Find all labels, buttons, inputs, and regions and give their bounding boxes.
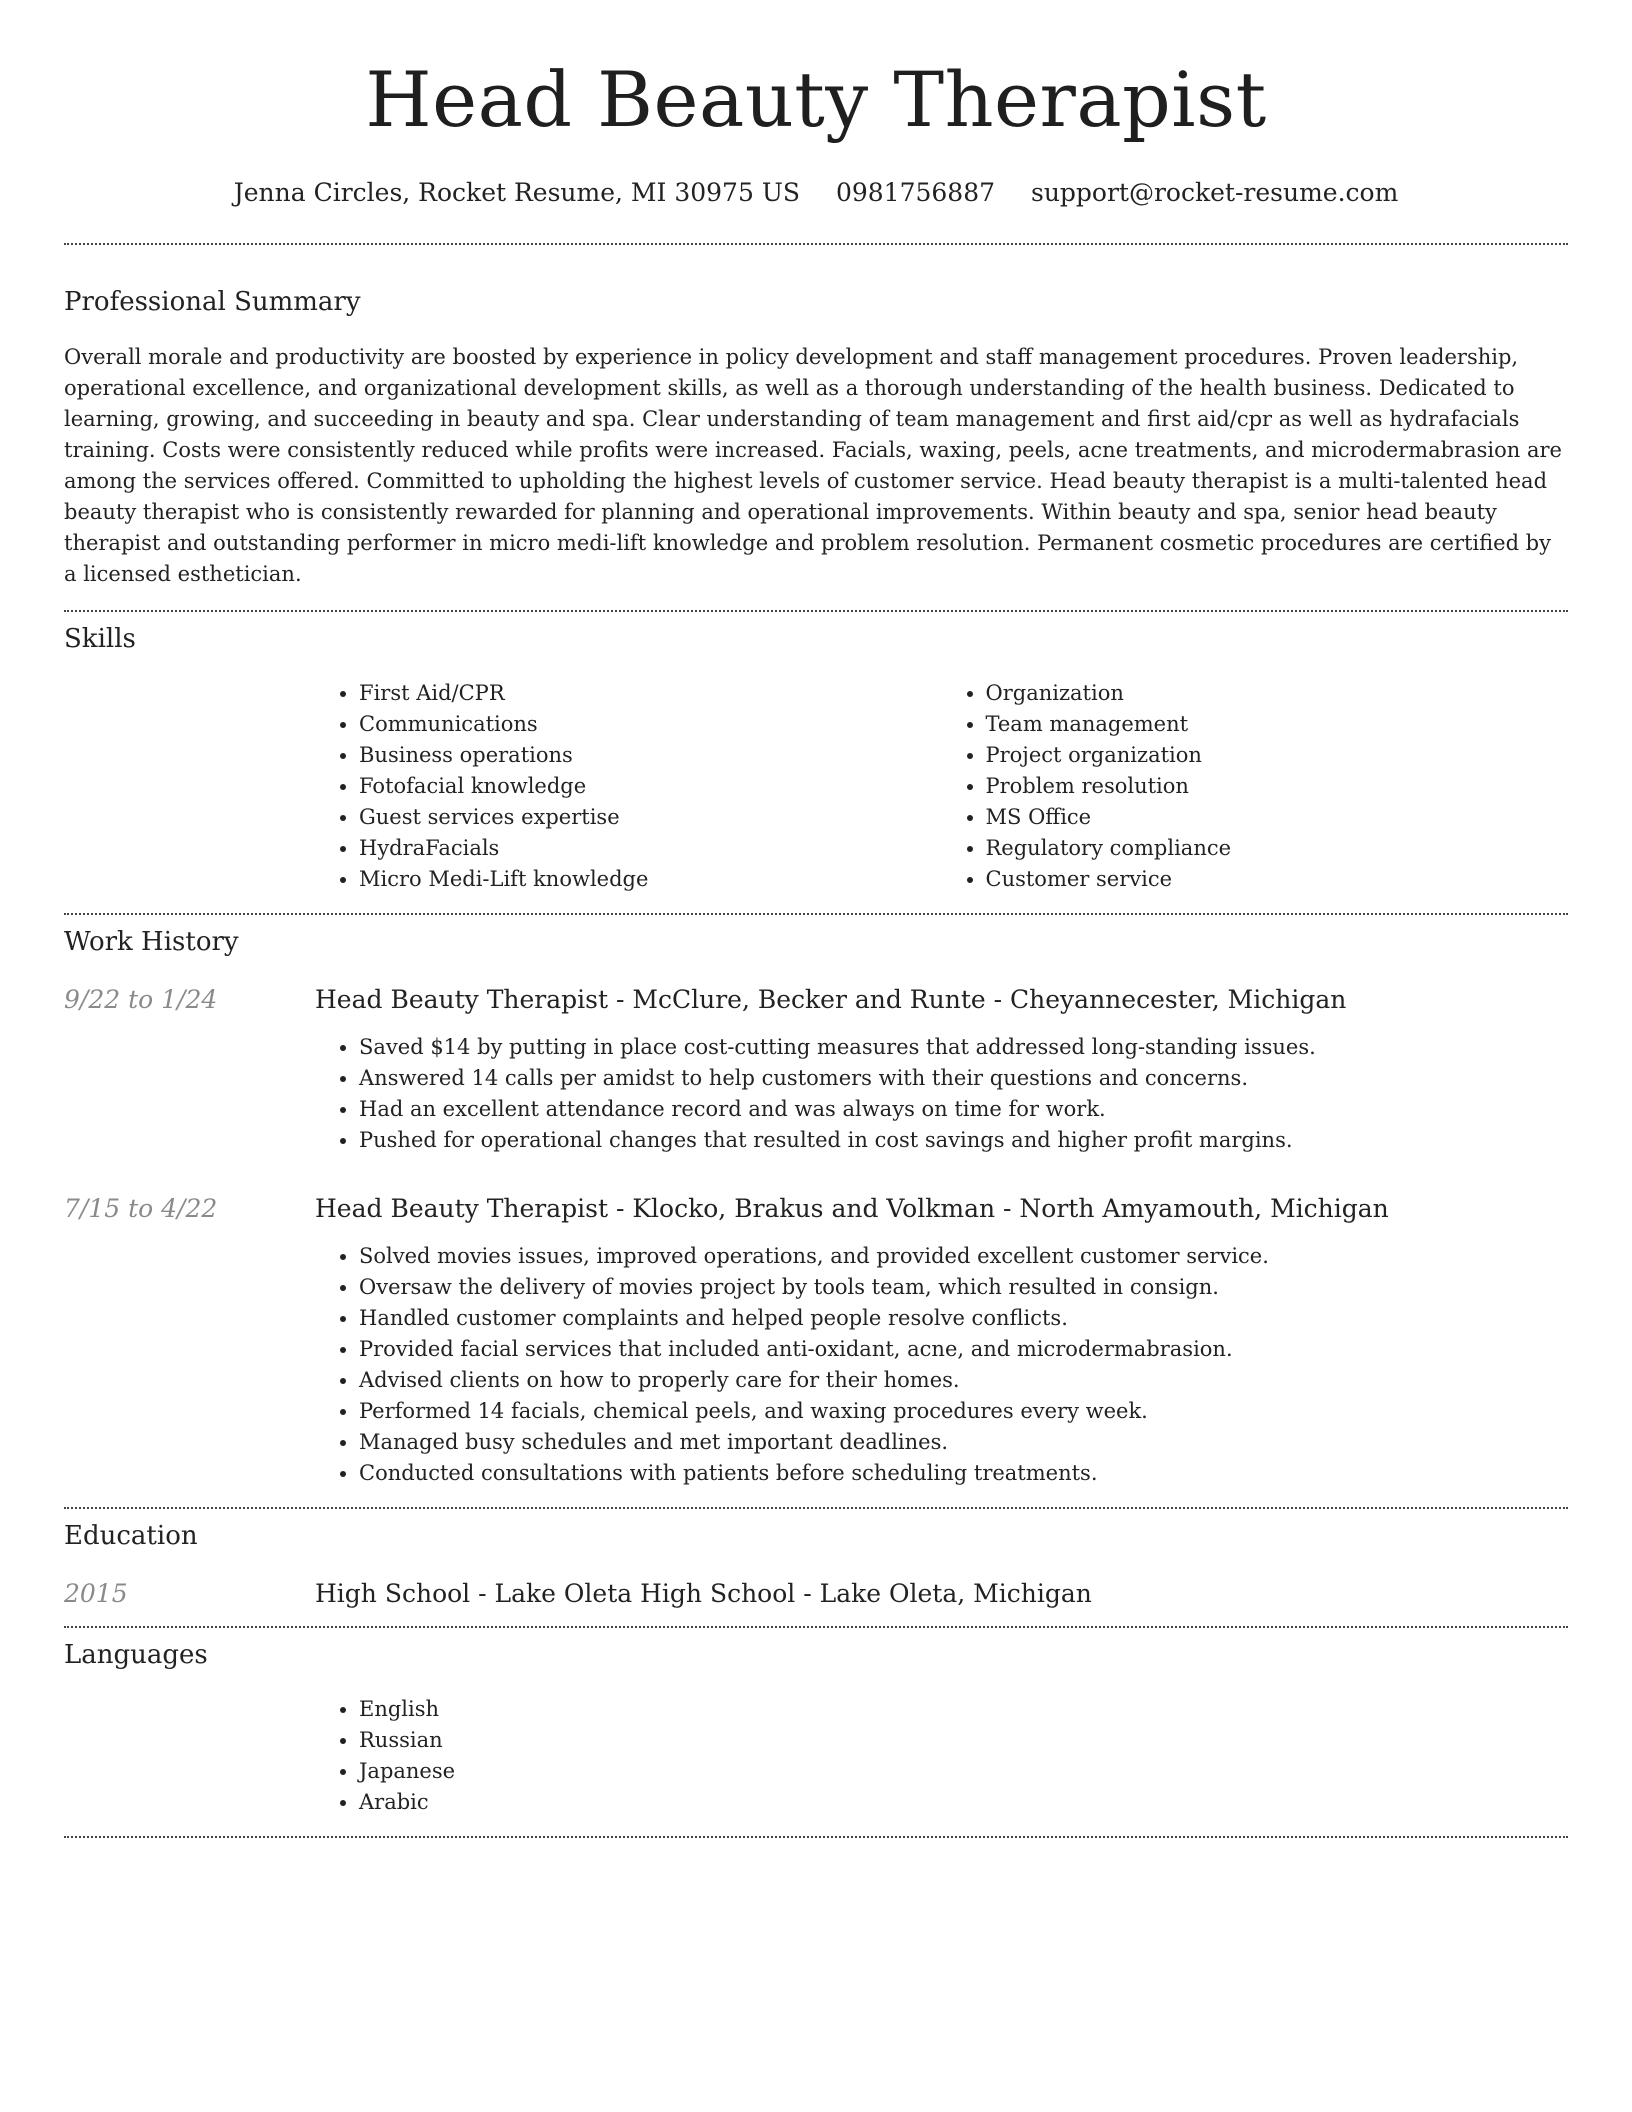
section-title-summary: Professional Summary — [64, 287, 361, 317]
list-item: • Had an excellent attendance record and was always on time for work. — [359, 1094, 1568, 1125]
education-year: 2015 — [64, 1579, 128, 1608]
summary-text: Overall morale and productivity are boosted by experience in policy development and staff management procedures. Proven leadership, operational excellence, and organizational development skills, as well as a thorough understanding of the health business. Dedicated to learning, growing, and succeeding in beauty and spa. Clear understanding of team management and first aid/cpr as well as hydrafacials training. Costs were consistently reduced while profits were increased. Facials, waxing, peels, acne treatments, and microdermabrasion are among the services offered. Committed to upholding the highest levels of customer service. Head beauty therapist is a multi-talented head beauty therapist who is consistently rewarded for planning and operational improvements. Within beauty and spa, senior head beauty therapist and outstanding performer in micro medi-lift knowledge and problem resolution. Permanent cosmetic procedures are certified by a licensed esthetician. — [64, 345, 1562, 586]
job-heading: Head Beauty Therapist - Klocko, Brakus and Volkman - North Amyamouth, Michigan — [315, 1194, 1389, 1223]
divider — [64, 1626, 1568, 1628]
contact-phone: 0981756887 — [835, 178, 996, 207]
divider — [64, 1836, 1568, 1838]
divider — [64, 913, 1568, 915]
job-dates: 9/22 to 1/24 — [64, 985, 218, 1014]
list-item: • Team management — [986, 709, 1569, 740]
contact-address: Jenna Circles, Rocket Resume, MI 30975 US — [233, 178, 801, 207]
skills-list — [315, 678, 1568, 895]
contact-email: support@rocket-resume.com — [1030, 178, 1399, 207]
job-bullets — [315, 1032, 1568, 1156]
section-title-languages: Languages — [64, 1640, 208, 1670]
section-title-skills: Skills — [64, 624, 136, 654]
job-bullets — [315, 1241, 1568, 1489]
list-item: • Saved $14 by putting in place cost-cutting measures that addressed long-standing issues. — [359, 1032, 1568, 1063]
list-item: • Arabic — [359, 1787, 1568, 1818]
list-item: • Problem resolution — [986, 771, 1569, 802]
list-item: • Answered 14 calls per amidst to help customers with their questions and concerns. — [359, 1063, 1568, 1094]
education-heading: High School - Lake Oleta High School - Lake Oleta, Michigan — [315, 1579, 1092, 1608]
divider — [64, 243, 1568, 245]
list-item: • Conducted consultations with patients before scheduling treatments. — [359, 1458, 1568, 1489]
list-item: • Project organization — [986, 740, 1569, 771]
list-item: • Communications — [359, 709, 942, 740]
list-item: • MS Office — [986, 802, 1569, 833]
list-item: • Organization — [986, 678, 1569, 709]
list-item: • Fotofacial knowledge — [359, 771, 942, 802]
list-item: • Provided facial services that included anti-oxidant, acne, and microdermabrasion. — [359, 1334, 1568, 1365]
list-item: • Performed 14 facials, chemical peels, and waxing procedures every week. — [359, 1396, 1568, 1427]
contact-line — [64, 178, 1568, 207]
job-dates: 7/15 to 4/22 — [64, 1194, 218, 1223]
divider — [64, 610, 1568, 612]
list-item: • Solved movies issues, improved operations, and provided excellent customer service. — [359, 1241, 1568, 1272]
list-item: • English — [359, 1694, 1568, 1725]
job-heading: Head Beauty Therapist - McClure, Becker and Runte - Cheyannecester, Michigan — [315, 985, 1347, 1014]
list-item: • First Aid/CPR — [359, 678, 942, 709]
divider — [64, 1507, 1568, 1509]
list-item: • Japanese — [359, 1756, 1568, 1787]
list-item: • HydraFacials — [359, 833, 942, 864]
section-title-work: Work History — [64, 927, 239, 957]
list-item: • Customer service — [986, 864, 1569, 895]
list-item: • Handled customer complaints and helped people resolve conflicts. — [359, 1303, 1568, 1334]
job-entry — [64, 1194, 1568, 1223]
skills-column-right — [942, 678, 1569, 895]
skills-column-left — [315, 678, 942, 895]
languages-list — [315, 1694, 1568, 1818]
resume-name: Head Beauty Therapist — [365, 55, 1267, 144]
list-item: • Managed busy schedules and met important deadlines. — [359, 1427, 1568, 1458]
job-entry — [64, 985, 1568, 1014]
list-item: • Business operations — [359, 740, 942, 771]
section-title-education: Education — [64, 1521, 198, 1551]
list-item: • Advised clients on how to properly care for their homes. — [359, 1365, 1568, 1396]
education-entry — [64, 1579, 1568, 1608]
list-item: • Micro Medi-Lift knowledge — [359, 864, 942, 895]
list-item: • Oversaw the delivery of movies project by tools team, which resulted in consign. — [359, 1272, 1568, 1303]
list-item: • Guest services expertise — [359, 802, 942, 833]
list-item: • Russian — [359, 1725, 1568, 1756]
list-item: • Pushed for operational changes that resulted in cost savings and higher profit margins. — [359, 1125, 1568, 1156]
list-item: • Regulatory compliance — [986, 833, 1569, 864]
